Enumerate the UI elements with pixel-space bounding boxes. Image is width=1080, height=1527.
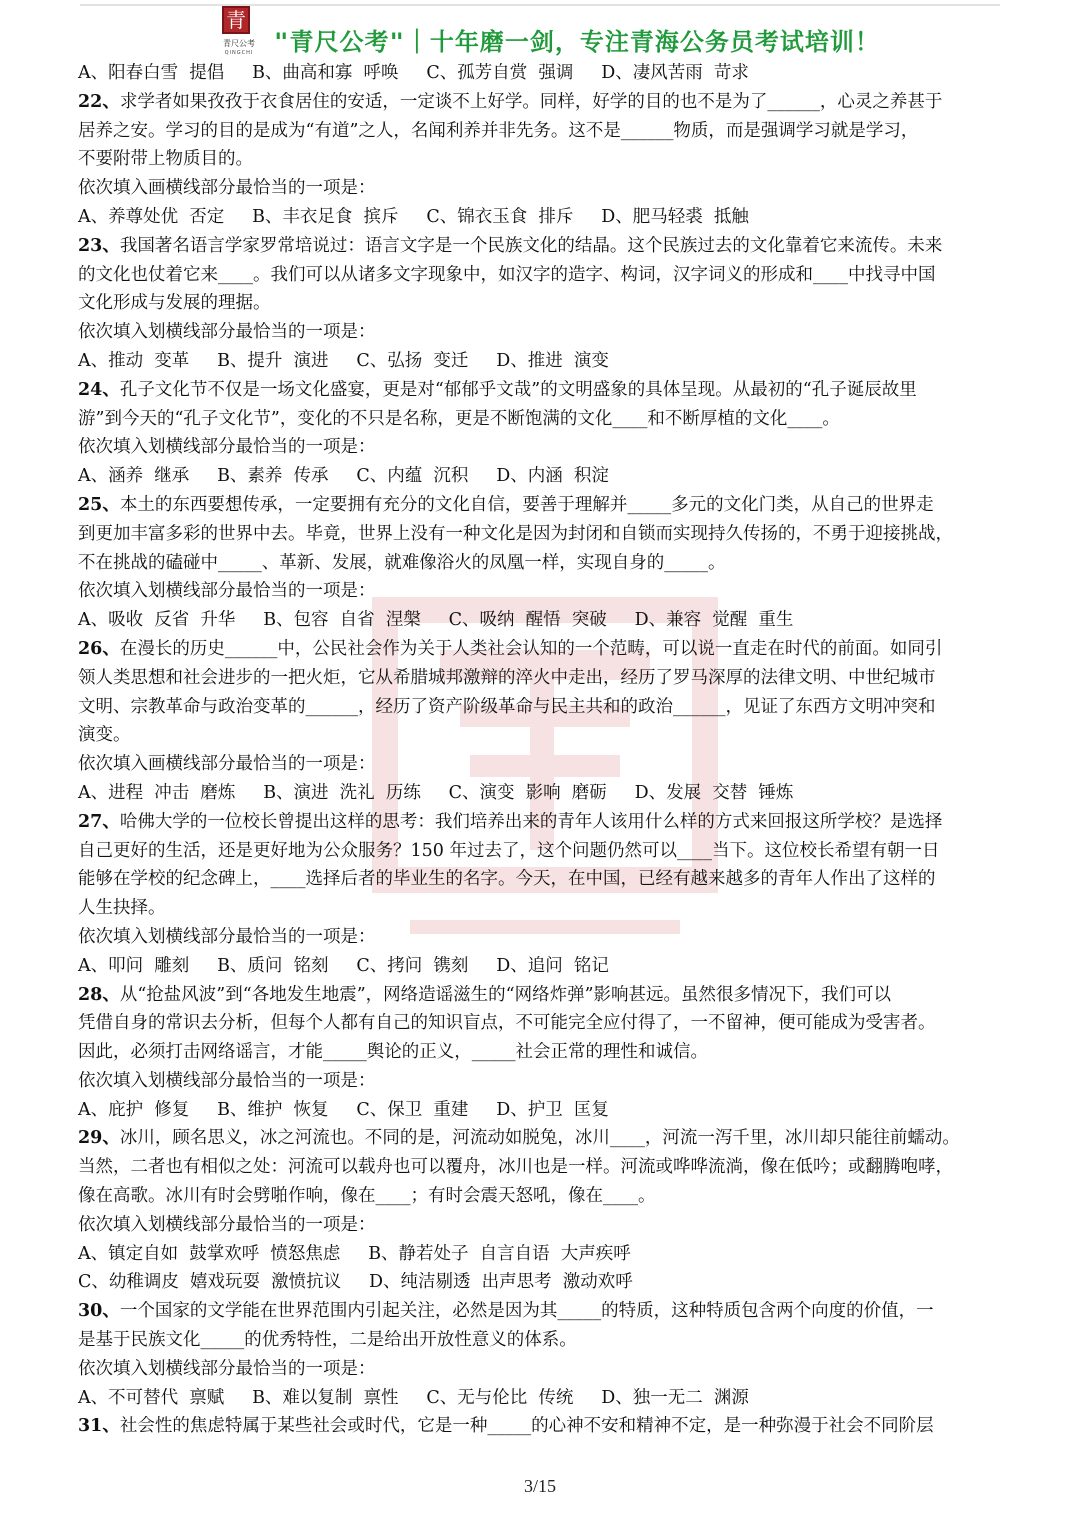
page-header — [0, 0, 1080, 62]
text-line: 演变。 — [78, 725, 131, 746]
text-line: 不在挑战的磕碰中_____、革新、发展，就难像浴火的凤凰一样，实现自身的_____。 — [78, 552, 726, 573]
answer-options: A、涵养 继承 B、素养 传承 C、内蕴 沉积 D、内涵 积淀 — [78, 466, 609, 487]
answer-options: A、镇定自如 鼓掌欢呼 愤怒焦虑 B、静若处子 自言自语 大声疾呼 — [78, 1243, 631, 1264]
question-22 — [78, 88, 1004, 117]
question-number: 25、 — [78, 494, 120, 515]
question-number: 22、 — [78, 91, 120, 112]
document-body — [78, 59, 1004, 1441]
text-line: 文化形成与发展的理据。 — [78, 293, 271, 314]
answer-options: A、推动 变革 B、提升 演进 C、弘扬 变迁 D、推进 演变 — [78, 350, 609, 371]
question-text: 我国著名语言学家罗常培说过：语言文字是一个民族文化的结晶。这个民族过去的文化靠着它来流传。未来 — [119, 235, 943, 256]
text-line: 的文化也仗着它来____。我们可以从诸多文字现象中，如汉字的造字、构词，汉字词义的形成和____中找寻中国 — [78, 264, 936, 285]
text-line: 因此，必须打击网络谣言，才能_____舆论的正义，_____社会正常的理性和诚信。 — [78, 1042, 708, 1063]
question-text: 社会性的焦虑特属于某些社会或时代，它是一种_____的心神不安和精神不定，是一种弥漫于社会不同阶层 — [119, 1416, 934, 1437]
question-28 — [78, 981, 1004, 1010]
question-number: 29、 — [78, 1128, 120, 1149]
answer-options: A、养尊处优 否定 B、丰衣足食 摈斥 C、锦衣玉食 排斥 D、肥马轻裘 抵触 — [78, 206, 749, 227]
question-number: 27、 — [78, 811, 120, 832]
text-line: 能够在学校的纪念碑上，____选择后者的毕业生的名字。今天，在中国，已经有越来越多的青年人作出了这样的 — [78, 869, 936, 890]
question-number: 28、 — [78, 984, 120, 1005]
question-text: 孔子文化节不仅是一场文化盛宴，更是对“郁郁乎文哉”的文明盛象的具体呈现。从最初的“孔子诞辰故里 — [119, 379, 917, 400]
answer-options: A、不可替代 禀赋 B、难以复制 禀性 C、无与伦比 传统 D、独一无二 渊源 — [78, 1387, 749, 1408]
text-line: 居养之安。学习的目的是成为“有道”之人，名闻利养并非先务。这不是______物质，而是强调学习就是学习， — [78, 120, 919, 141]
question-23 — [78, 232, 1004, 261]
question-prompt: 依次填入划横线部分最恰当的一项是： — [78, 1070, 376, 1091]
text-line: 游”到今天的“孔子文化节”，变化的不只是名称，更是不断饱满的文化____和不断厚植的文化____。 — [78, 408, 840, 429]
question-30 — [78, 1297, 1004, 1326]
text-line: 不要附带上物质目的。 — [78, 149, 253, 170]
text-line: 凭借自身的常识去分析，但每个人都有自己的知识盲点，不可能完全应付得了，一不留神，便可能成为受害者。 — [78, 1013, 936, 1034]
question-29 — [78, 1124, 1004, 1153]
question-text: 在漫长的历史______中，公民社会作为关于人类社会认知的一个范畴，可以说一直走在时代的前面。如同引 — [119, 638, 943, 659]
question-text: 本土的东西要想传承，一定要拥有充分的文化自信，要善于理解并_____多元的文化门类，从自己的世界走 — [119, 494, 934, 515]
answer-options: C、幼稚调皮 嬉戏玩耍 激愤抗议 D、纯洁剔透 出声思考 激动欢呼 — [78, 1272, 633, 1293]
question-prompt: 依次填入画横线部分最恰当的一项是： — [78, 178, 376, 199]
question-25 — [78, 491, 1004, 520]
question-text: 一个国家的文学能在世界范围内引起关注，必然是因为其_____的特质，这种特质包含两个向度的价值，一 — [119, 1301, 934, 1322]
question-prompt: 依次填入划横线部分最恰当的一项是： — [78, 1214, 376, 1235]
text-line: 是基于民族文化_____的优秀特性，二是给出开放性意义的体系。 — [78, 1330, 577, 1351]
logo-subtitle: QINGCHI — [224, 50, 254, 56]
brand-logo — [214, 6, 264, 56]
question-prompt: 依次填入划横线部分最恰当的一项是： — [78, 437, 376, 458]
page-number: 3/15 — [523, 1476, 556, 1496]
question-number: 30、 — [78, 1301, 120, 1322]
question-prompt: 依次填入划横线部分最恰当的一项是： — [78, 322, 376, 343]
logo-seal: 青 — [222, 6, 250, 34]
question-31 — [78, 1412, 1004, 1441]
question-prompt: 依次填入画横线部分最恰当的一项是： — [78, 754, 376, 775]
question-prompt: 依次填入划横线部分最恰当的一项是： — [78, 581, 376, 602]
question-24 — [78, 376, 1004, 405]
text-line: 人生抉择。 — [78, 898, 166, 919]
answer-options: A、吸收 反省 升华 B、包容 自省 涅槃 C、吸纳 醒悟 突破 D、兼容 觉醒 重生 — [78, 610, 794, 631]
text-line: 到更加丰富多彩的世界中去。毕竟，世界上没有一种文化是因为封闭和自锁而实现持久传扬的，不勇于迎接挑战， — [78, 523, 953, 544]
question-text: 冰川，顾名思义，冰之河流也。不同的是，河流动如脱兔，冰川____，河流一泻千里，冰川却只能往前蠕动。 — [119, 1128, 960, 1149]
question-prompt: 依次填入划横线部分最恰当的一项是： — [78, 926, 376, 947]
answer-options: A、进程 冲击 磨炼 B、演进 洗礼 历练 C、演变 影响 磨砺 D、发展 交替 锤炼 — [78, 782, 794, 803]
logo-name: 青尺公考 — [223, 39, 255, 48]
text-line: 自己更好的生活，还是更好地为公众服务？150 年过去了，这个问题仍然可以____当下。这位校长希望有朝一日 — [78, 840, 940, 861]
question-text: 求学者如果孜孜于衣食居住的安适，一定谈不上好学。同样，好学的目的也不是为了______，心灵之养甚于 — [119, 91, 943, 112]
question-number: 26、 — [78, 638, 120, 659]
question-number: 31、 — [78, 1416, 120, 1437]
question-text: 哈佛大学的一位校长曾提出这样的思考：我们培养出来的青年人该用什么样的方式来回报这所学校？是选择 — [119, 811, 943, 832]
text-line: 像在高歌。冰川有时会劈啪作响，像在____；有时会震天怒吼，像在____。 — [78, 1186, 656, 1207]
answer-options: A、阳春白雪 提倡 B、曲高和寡 呼唤 C、孤芳自赏 强调 D、凄风苦雨 苛求 — [78, 63, 749, 83]
question-prompt: 依次填入划横线部分最恰当的一项是： — [78, 1358, 376, 1379]
text-line: 当然，二者也有相似之处：河流可以载舟也可以覆舟，冰川也是一样。河流或哗哗流淌，像在低吟；或翻腾咆哮， — [78, 1157, 953, 1178]
answer-options: A、叩问 雕刻 B、质问 铭刻 C、拷问 镌刻 D、追问 铭记 — [78, 955, 609, 976]
question-27 — [78, 808, 1004, 837]
text-line: 领人类思想和社会进步的一把火炬，它从希腊城邦激辩的淬火中走出，经历了罗马深厚的法律文明、中世纪城市 — [78, 667, 936, 688]
question-text: 从“抢盐风波”到“各地发生地震”，网络造谣滋生的“网络炸弹”影响甚远。虽然很多情况下，我们可以 — [119, 984, 892, 1005]
header-tagline: "青尺公考"｜十年磨一剑，专注青海公务员考试培训！ — [274, 28, 880, 56]
question-26 — [78, 635, 1004, 664]
text-line: 文明、宗教革命与政治变革的______，经历了资产阶级革命与民主共和的政治______，见证了东西方文明冲突和 — [78, 696, 936, 717]
answer-options: A、庇护 修复 B、维护 恢复 C、保卫 重建 D、护卫 匡复 — [78, 1099, 609, 1120]
question-number: 23、 — [78, 235, 120, 256]
question-number: 24、 — [78, 379, 120, 400]
